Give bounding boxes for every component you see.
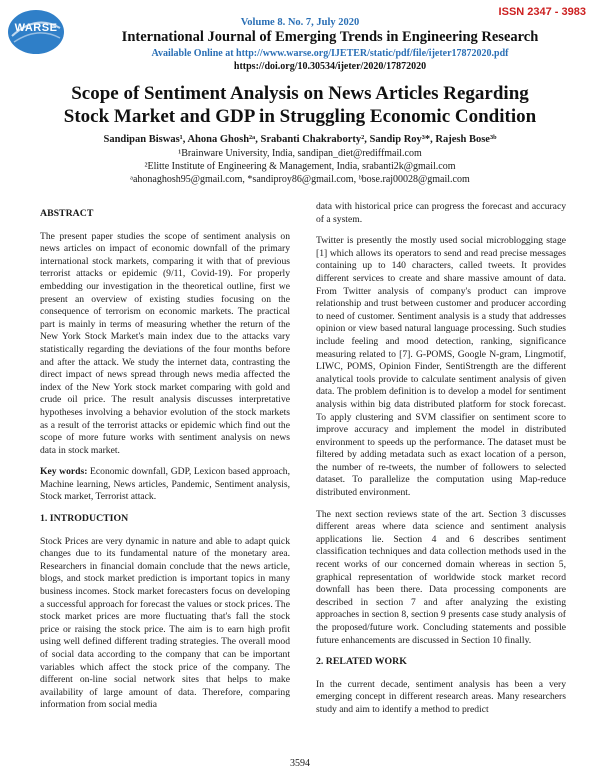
abstract-heading: ABSTRACT [40, 208, 94, 219]
volume-issue: Volume 8. No. 7, July 2020 [240, 17, 360, 28]
right-paragraph-4: In the current decade, sentiment analysis has been a very emerging concept in different research areas. Many researchers study and aim to identify a method to predict [316, 678, 566, 715]
doi-link[interactable]: https://doi.org/10.30534/ijeter/2020/17872020 [233, 61, 427, 72]
right-paragraph-3: The next section reviews state of the art. Section 3 discusses different areas where data science and sentiment analysis applications lie. Section 4 and 6 describes sentiment classification techniques and data collection methods used in the recent works of our concerned domain whereas in section 5, graphical representation of worldwide stock market record downfall has been there. Data processing components are described in section 7 and after analyzing the existing approaches in section 8, section 9 presents case study analysis of the proposed/future work. Concluding statements and possible future enhancements are discussed in Section 10 finally. [316, 508, 566, 646]
keywords-paragraph [40, 466, 290, 504]
affiliation-3: ᵃahonaghosh95@gmail.com, *sandiproy86@gmail.com, ᵇbose.raj00028@gmail.com [130, 174, 470, 185]
online-url[interactable]: Available Online at http://www.warse.org/IJETER/static/pdf/file/ijeter17872020.pdf [151, 48, 509, 59]
keywords-label: Key words: [40, 466, 88, 478]
logo-text: WARSE [14, 22, 58, 34]
issn-label: ISSN 2347 - 3983 [498, 6, 586, 18]
left-column [40, 208, 290, 721]
right-column [316, 201, 566, 726]
journal-name: International Journal of Emerging Trends in Engineering Research [121, 29, 539, 45]
related-work-heading: 2. RELATED WORK [316, 656, 407, 668]
introduction-heading: 1. INTRODUCTION [40, 513, 129, 525]
title-line-1: Scope of Sentiment Analysis on News Articles Regarding [71, 83, 529, 104]
abstract-text: The present paper studies the scope of sentiment analysis on news articles on impact of economic downfall of the primary international stock markets, comparing it with that of previous terrorist attacks or epidemic (9/11, Covid-19). For properly embedding our investigation in the theoretical outline, first we present an overview of existing studies focusing on the consequence of terrorism on economic markets. The practical part is mainly in terms of measuring whether the return of the New York Stock Market's main index due to the attacks vary statistically regarding the deviations of the four months before and after the attack. We study the internet data, contrasting the direct impact of news spread through news media affected the index of the New York stock market comparing with gold and crude oil price. The result analysis discusses interpretative hypotheses involving a behavior evolution of the stock markets as a result of the terrorist attacks or epidemic which find out the scope of more future works with sentiment analysis on news data in stock market. [40, 230, 290, 456]
affiliation-1: ¹Brainware University, India, sandipan_diet@rediffmail.com [178, 148, 422, 159]
right-paragraph-1: data with historical price can progress the forecast and accuracy of a system. [316, 201, 566, 225]
page-number: 3594 [290, 758, 310, 769]
right-paragraph-2: Twitter is presently the mostly used social microblogging stage [1] which allows its operators to send and read precise messages containing up to 140 characters, called tweets. It provides different services to create and share massive amount of data. From Twitter analysis of company's product can improve relationship and trust between customer and producer according to need of customer. Sentiment analysis is a study that addresses opinion or view based natural language processing. Such studies include feeling and mood detection, ranking, significance measuring related to [7]. G-POMS, Google N-gram, Lingmotif, LIWC, POMS, Opinion Finder, SentiStrength are the different analytical tools provide to calculate sentiment analysis of given data. The problem definition is to develop a model for sentiment analysis within big data distributed platform for stock forecast. To apply clustering and SVM classifier on sentiment score to improve accuracy and implement the model in distributed environment to speeds up the performance. The dataset must be filtered by adding metadata such as exact location of a person, the number of re-tweets, the number of followers to selected dataset. To parallelize the computation using Map-reduce distributed environment. [316, 235, 566, 499]
affiliation-2: ²Elitte Institute of Engineering & Management, India, srabanti2k@gmail.com [144, 161, 456, 172]
keywords-text: Economic downfall, GDP, Lexicon based approach, Machine learning, News articles, Pandemic, Sentiment analysis, Stock market, Terrorist attack. [40, 466, 290, 503]
paper-title [40, 82, 560, 128]
title-line-2: Stock Market and GDP in Struggling Economic Condition [63, 106, 537, 127]
introduction-text: Stock Prices are very dynamic in nature and able to adapt quick changes due to its fundamental nature of the monetary area. Researchers in financial domain conclude that the news article, blogs, and stock market prediction is important topics in many business incomes. Stock market forecasters focus on developing a successful approach for forecast the values or stock prices. The stock market prices are more fluctuating that's fall the stock price or raising the stock price. The aim is to earn high profit using well defined different trading strategies. The overall mood of social data according to the company that can be important variables which affect the stock price of the company. The different on-line social network sites that helps to make availability of large amount of data. Therefore, comparing information from social media [40, 535, 290, 711]
author-list: Sandipan Biswas¹, Ahona Ghosh²ᵃ, Srabanti Chakraborty², Sandip Roy³*, Rajesh Bose³ᵇ [103, 134, 497, 145]
